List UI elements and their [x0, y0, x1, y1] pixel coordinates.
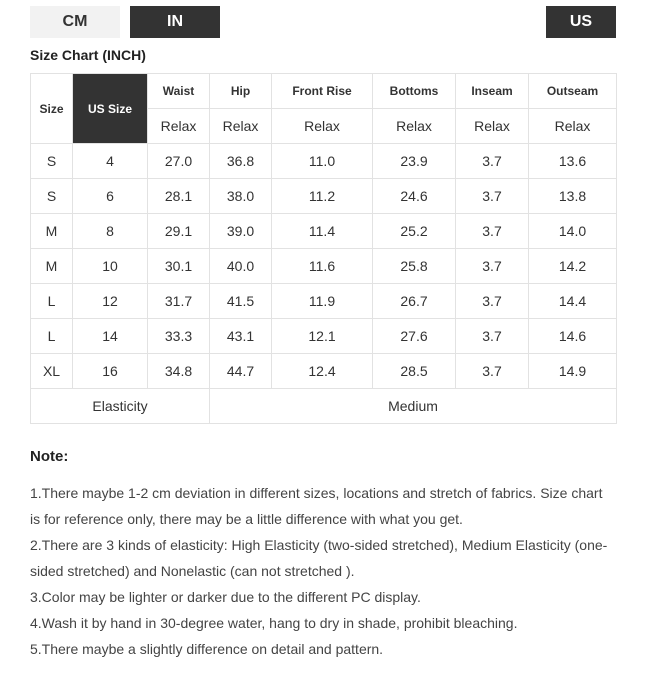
measure-cell: 41.5 — [210, 284, 272, 319]
size-cell: M — [31, 249, 73, 284]
measure-cell: 3.7 — [456, 249, 529, 284]
size-cell: L — [31, 319, 73, 354]
unit-tab-in[interactable]: IN — [130, 6, 220, 38]
fit-label: Relax — [373, 109, 456, 144]
unit-tab-cm[interactable]: CM — [30, 6, 120, 38]
measure-cell: 3.7 — [456, 214, 529, 249]
measure-cell: 29.1 — [148, 214, 210, 249]
size-cell: S — [31, 144, 73, 179]
note-item: 4.Wash it by hand in 30-degree water, hang to dry in shade, prohibit bleaching. — [30, 615, 518, 631]
size-chart-table — [30, 73, 617, 424]
measure-cell: 30.1 — [148, 249, 210, 284]
measure-cell: 28.1 — [148, 179, 210, 214]
measure-cell: 14.4 — [529, 284, 617, 319]
table-row — [31, 284, 617, 319]
measure-cell: 11.4 — [272, 214, 373, 249]
us-size-cell: 12 — [73, 284, 148, 319]
measure-cell: 33.3 — [148, 319, 210, 354]
fit-label: Relax — [529, 109, 617, 144]
unit-tab-us[interactable]: US — [546, 6, 616, 38]
outseam-header: Outseam — [529, 74, 617, 109]
measure-cell: 11.9 — [272, 284, 373, 319]
measure-cell: 14.2 — [529, 249, 617, 284]
measure-cell: 26.7 — [373, 284, 456, 319]
measure-cell: 31.7 — [148, 284, 210, 319]
note-title: Note: — [30, 448, 69, 465]
measure-cell: 25.8 — [373, 249, 456, 284]
measure-cell: 39.0 — [210, 214, 272, 249]
table-row — [31, 214, 617, 249]
waist-header: Waist — [148, 74, 210, 109]
table-row — [31, 144, 617, 179]
note-item: 2.There are 3 kinds of elasticity: High Elasticity (two-sided stretched), Medium Elasticity (one-sided stretched) and Nonelastic (can not stretched ). — [30, 537, 608, 579]
measure-cell: 3.7 — [456, 284, 529, 319]
measure-cell: 14.0 — [529, 214, 617, 249]
fit-label: Relax — [456, 109, 529, 144]
inseam-header: Inseam — [456, 74, 529, 109]
measure-cell: 12.1 — [272, 319, 373, 354]
us-size-cell: 6 — [73, 179, 148, 214]
size-cell: M — [31, 214, 73, 249]
note-item: 3.Color may be lighter or darker due to the different PC display. — [30, 589, 421, 605]
notes-list — [30, 480, 616, 662]
measure-cell: 3.7 — [456, 319, 529, 354]
hip-header: Hip — [210, 74, 272, 109]
chart-title: Size Chart (INCH) — [30, 47, 146, 63]
size-cell: XL — [31, 354, 73, 389]
measure-cell: 43.1 — [210, 319, 272, 354]
elasticity-label: Elasticity — [31, 389, 210, 424]
elasticity-value: Medium — [210, 389, 617, 424]
measure-cell: 3.7 — [456, 179, 529, 214]
front-rise-header: Front Rise — [272, 74, 373, 109]
us-size-cell: 8 — [73, 214, 148, 249]
table-row — [31, 354, 617, 389]
note-item: 5.There maybe a slightly difference on detail and pattern. — [30, 641, 384, 657]
fit-label: Relax — [148, 109, 210, 144]
measure-cell: 44.7 — [210, 354, 272, 389]
table-row — [31, 319, 617, 354]
measure-cell: 23.9 — [373, 144, 456, 179]
measure-cell: 3.7 — [456, 354, 529, 389]
us-size-cell: 16 — [73, 354, 148, 389]
measure-cell: 11.2 — [272, 179, 373, 214]
us-size-header: US Size — [73, 74, 148, 144]
measure-cell: 36.8 — [210, 144, 272, 179]
measure-cell: 14.6 — [529, 319, 617, 354]
table-row — [31, 179, 617, 214]
us-size-cell: 4 — [73, 144, 148, 179]
size-cell: S — [31, 179, 73, 214]
table-row — [31, 249, 617, 284]
size-header: Size — [31, 74, 73, 144]
measure-cell: 13.8 — [529, 179, 617, 214]
bottoms-header: Bottoms — [373, 74, 456, 109]
measure-cell: 25.2 — [373, 214, 456, 249]
measure-cell: 40.0 — [210, 249, 272, 284]
fit-label: Relax — [210, 109, 272, 144]
measure-cell: 12.4 — [272, 354, 373, 389]
size-cell: L — [31, 284, 73, 319]
measure-cell: 38.0 — [210, 179, 272, 214]
measure-cell: 34.8 — [148, 354, 210, 389]
note-item: 1.There maybe 1-2 cm deviation in different sizes, locations and stretch of fabrics. Size chart is for reference only, there may be a little difference with what you get. — [30, 485, 603, 527]
elasticity-row — [31, 389, 617, 424]
measure-cell: 11.0 — [272, 144, 373, 179]
measure-cell: 11.6 — [272, 249, 373, 284]
us-size-cell: 10 — [73, 249, 148, 284]
measure-cell: 14.9 — [529, 354, 617, 389]
measure-cell: 28.5 — [373, 354, 456, 389]
table-header-row — [31, 74, 617, 109]
measure-cell: 13.6 — [529, 144, 617, 179]
us-size-cell: 14 — [73, 319, 148, 354]
measure-cell: 3.7 — [456, 144, 529, 179]
measure-cell: 24.6 — [373, 179, 456, 214]
fit-label: Relax — [272, 109, 373, 144]
measure-cell: 27.0 — [148, 144, 210, 179]
measure-cell: 27.6 — [373, 319, 456, 354]
